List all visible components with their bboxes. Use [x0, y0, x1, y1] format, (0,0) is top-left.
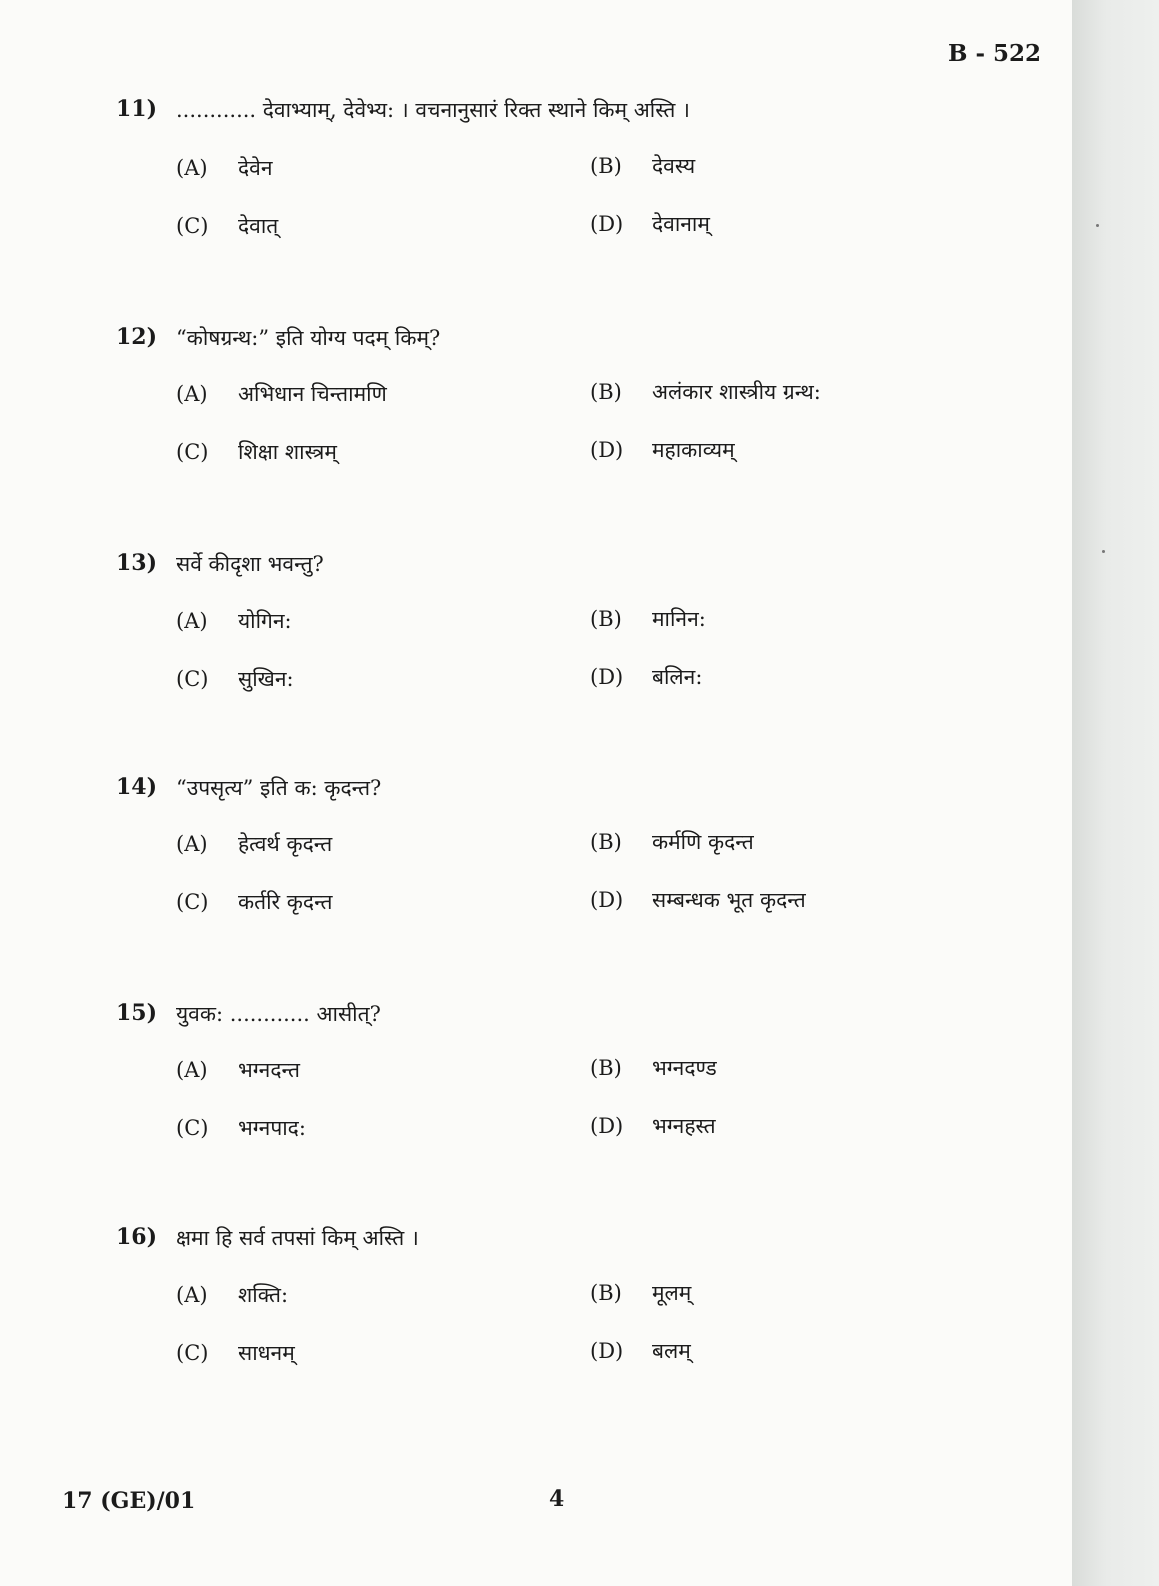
question-text: “कोषग्रन्थ:” इति योग्य पदम् किम्?: [176, 326, 441, 350]
footer-paper-code: 17 (GE)/01: [62, 1488, 196, 1514]
option-b: (B) कर्मणि कृदन्त: [590, 830, 754, 854]
page-number: 4: [549, 1486, 565, 1512]
option-a: (A) अभिधान चिन्तामणि: [176, 382, 387, 406]
question-text: ............ देवाभ्याम्, देवेभ्य: । वचनानुसारं रिक्त स्थाने किम् अस्ति ।: [176, 98, 691, 122]
question-text: युवक: ............ आसीत्?: [176, 1002, 381, 1026]
question-number: 11): [116, 96, 158, 122]
option-c: (C) कर्तरि कृदन्त: [176, 890, 333, 914]
option-d: (D) महाकाव्यम्: [590, 438, 735, 462]
option-d: (D) भग्नहस्त: [590, 1114, 716, 1138]
option-c: (C) भग्नपाद:: [176, 1116, 306, 1140]
option-c: (C) देवात्: [176, 214, 279, 238]
page-edge-shadow: [1072, 0, 1159, 1586]
option-d: (D) बलम्: [590, 1339, 691, 1363]
scan-speck: [1102, 550, 1105, 553]
question-number: 14): [116, 774, 158, 800]
option-c: (C) सुखिन:: [176, 667, 294, 691]
question-number: 13): [116, 550, 158, 576]
option-b: (B) मूलम्: [590, 1281, 692, 1305]
scan-speck: [1096, 224, 1099, 227]
option-b: (B) भग्नदण्ड: [590, 1056, 717, 1080]
option-a: (A) भग्नदन्त: [176, 1058, 300, 1082]
option-b: (B) मानिन:: [590, 607, 706, 631]
question-number: 15): [116, 1000, 158, 1026]
option-d: (D) सम्बन्धक भूत कृदन्त: [590, 888, 806, 912]
paper-code: B - 522: [948, 40, 1042, 67]
question-number: 12): [116, 324, 158, 350]
option-d: (D) बलिन:: [590, 665, 703, 689]
option-b: (B) अलंकार शास्त्रीय ग्रन्थ:: [590, 380, 821, 404]
option-a: (A) हेत्वर्थ कृदन्त: [176, 832, 333, 856]
option-a: (A) देवेन: [176, 156, 273, 180]
option-a: (A) योगिन:: [176, 609, 292, 633]
option-d: (D) देवानाम्: [590, 212, 710, 236]
option-a: (A) शक्ति:: [176, 1283, 289, 1307]
question-text: क्षमा हि सर्व तपसां किम् अस्ति ।: [176, 1226, 419, 1250]
option-b: (B) देवस्य: [590, 154, 696, 178]
option-c: (C) शिक्षा शास्त्रम्: [176, 440, 337, 464]
question-text: “उपसृत्य” इति क: कृदन्त?: [176, 776, 382, 800]
question-number: 16): [116, 1224, 158, 1250]
question-text: सर्वे कीदृशा भवन्तु?: [176, 552, 324, 576]
option-c: (C) साधनम्: [176, 1341, 295, 1365]
